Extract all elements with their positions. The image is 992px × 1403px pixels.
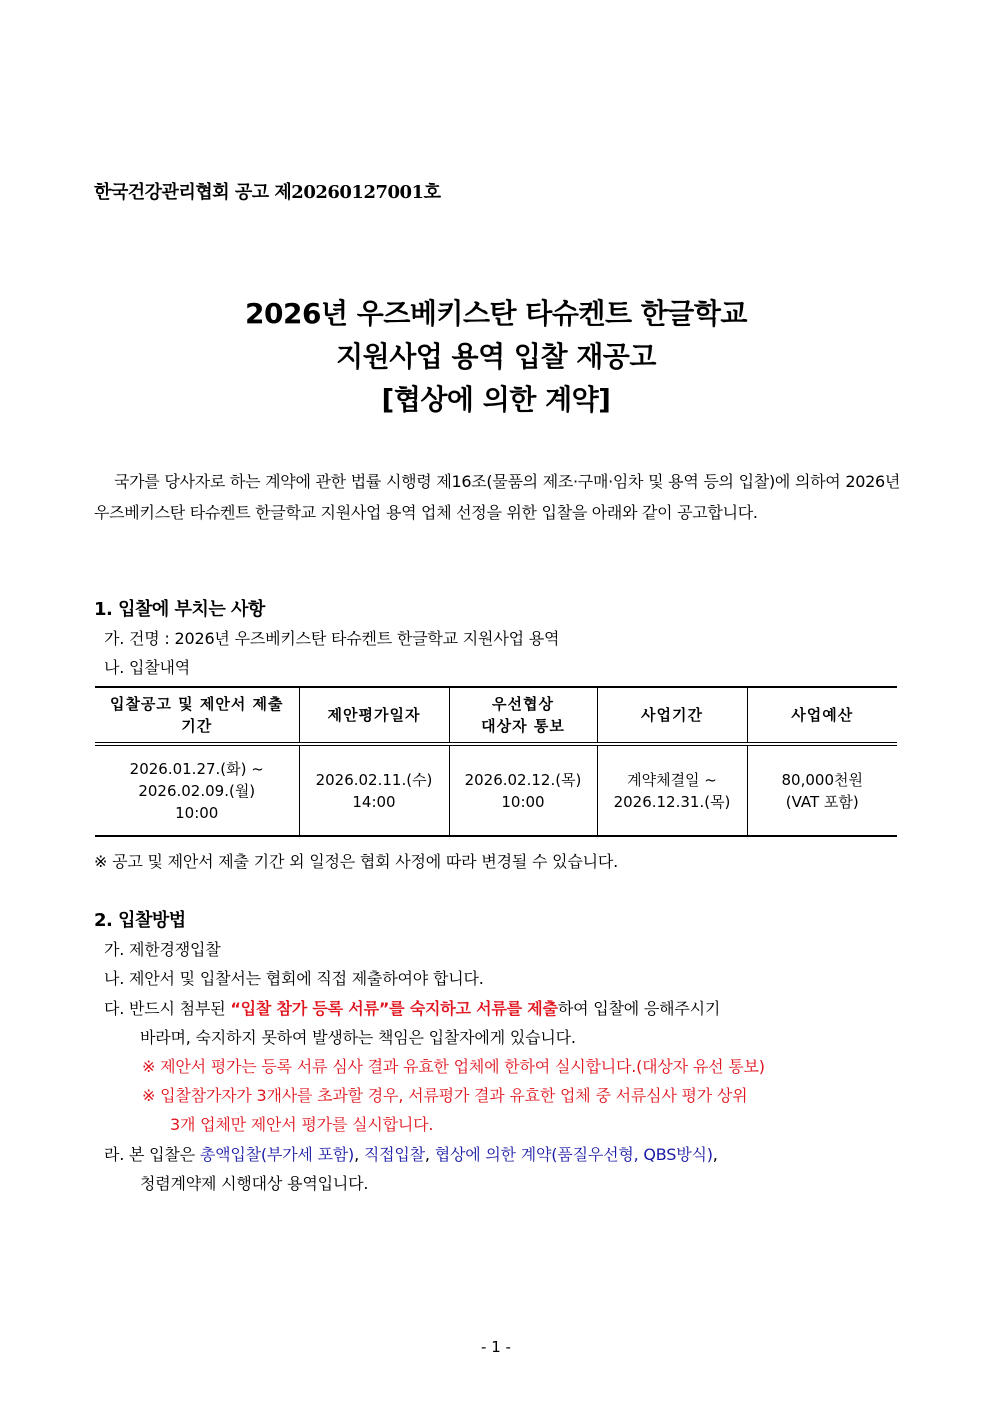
section-2-item-da: 다. 반드시 첨부된 “입찰 참가 등록 서류”를 숙지하고 서류를 제출하여 입찰에 응해주시기: [104, 999, 721, 1018]
table-row: [95, 744, 897, 836]
section-1-item-ga: 가. 건명 : 2026년 우즈베키스탄 타슈켄트 한글학교 지원사업 용역: [104, 629, 560, 648]
section-2-item-da-line2: 바라며, 숙지하지 못하여 발생하는 책임은 입찰자에게 있습니다.: [140, 1028, 576, 1047]
header-project-period: 사업기간: [597, 687, 747, 744]
cell-project-period: 계약체결일 ~ 2026.12.31.(목): [597, 744, 747, 836]
document-title: [0, 292, 992, 421]
lump-sum-bid: 총액입찰(부가세 포함): [199, 1145, 355, 1164]
title-line-3: [협상에 의한 계약]: [381, 383, 611, 416]
evaluation-note-2: ※ 입찰참가자가 3개사를 초과할 경우, 서류평가 결과 유효한 업체 중 서류심사 평가 상위: [142, 1086, 748, 1105]
header-notification: 우선협상 대상자 통보: [449, 687, 597, 744]
header-evaluation-date: 제안평가일자: [299, 687, 449, 744]
section-2-item-na: 나. 제안서 및 입찰서는 협회에 직접 제출하여야 합니다.: [104, 969, 484, 988]
section-2-item-ga: 가. 제한경쟁입찰: [104, 940, 221, 959]
direct-bid: 직접입찰: [363, 1145, 425, 1164]
table-header-row: [95, 687, 897, 744]
header-budget: 사업예산: [747, 687, 897, 744]
cell-evaluation-date: 2026.02.11.(수) 14:00: [299, 744, 449, 836]
notice-number: 한국건강관리협회 공고 제20260127001호: [94, 182, 441, 203]
bid-details-table: [95, 686, 897, 837]
required-documents-emphasis: “입찰 참가 등록 서류”를 숙지하고 서류를 제출: [230, 999, 558, 1018]
section-2-heading: 2. 입찰방법: [94, 910, 186, 931]
schedule-change-note: ※ 공고 및 제안서 제출 기간 외 일정은 협회 사정에 따라 변경될 수 있습니다.: [94, 852, 619, 871]
intro-text: 국가를 당사자로 하는 계약에 관한 법률 시행령 제16조(물품의 제조·구매·임차 및 용역 등의 입찰)에 의하여 2026년 우즈베키스탄 타슈켄트 한글학교 지원사업 용역 업체 선정을 위한 입찰을 아래와 같이 공고합니다.: [94, 472, 900, 522]
negotiated-contract: 협상에 의한 계약(품질우선형, QBS방식): [434, 1145, 713, 1164]
evaluation-note-2-line2: 3개 업체만 제안서 평가를 실시합니다.: [170, 1115, 434, 1134]
intro-paragraph: [94, 466, 900, 528]
evaluation-note-1: ※ 제안서 평가는 등록 서류 심사 결과 유효한 업체에 한하여 실시합니다.(대상자 유선 통보): [142, 1057, 765, 1076]
cell-notification: 2026.02.12.(목) 10:00: [449, 744, 597, 836]
title-line-2: 지원사업 용역 입찰 재공고: [336, 340, 656, 373]
cell-submission-period: 2026.01.27.(화) ~ 2026.02.09.(월) 10:00: [95, 744, 299, 836]
page-number: - 1 -: [481, 1338, 511, 1356]
section-1-heading: 1. 입찰에 부치는 사항: [94, 599, 265, 620]
section-1-item-na: 나. 입찰내역: [104, 658, 191, 677]
section-2-item-ra-line2: 청렴계약제 시행대상 용역입니다.: [140, 1174, 369, 1193]
cell-budget: 80,000천원 (VAT 포함): [747, 744, 897, 836]
header-submission-period: 입찰공고 및 제안서 제출 기간: [95, 687, 299, 744]
section-2-item-ra: 라. 본 입찰은 총액입찰(부가세 포함), 직접입찰, 협상에 의한 계약(품질우선형, QBS방식),: [104, 1145, 718, 1164]
title-line-1: 2026년 우즈베키스탄 타슈켄트 한글학교: [245, 297, 747, 330]
